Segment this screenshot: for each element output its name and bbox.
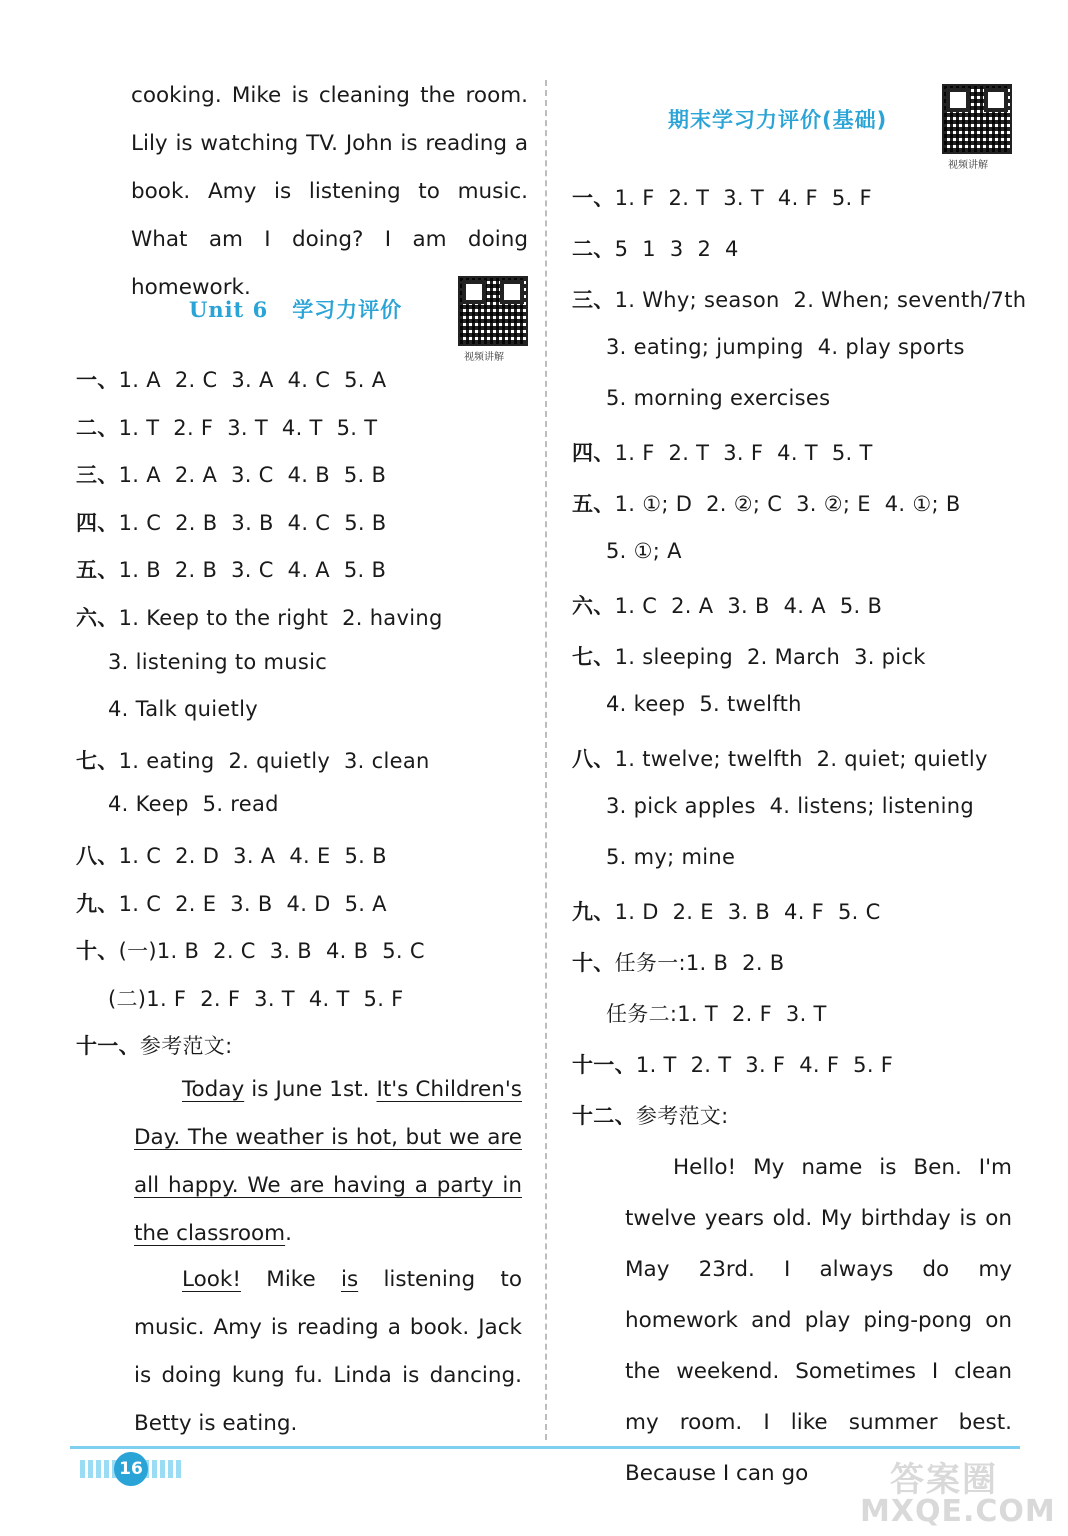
answer-text: 1. B 2. B 3. C 4. A 5. B [118, 558, 387, 583]
essay-p2-text-2: listening to music. Amy is reading a book. Jack is doing kung fu. Linda is dancing. Betty is eating. [134, 1267, 522, 1436]
answer-line [76, 840, 387, 870]
answer-line [108, 697, 258, 721]
answer-line [606, 845, 735, 869]
answer-text: 1. Why; season 2. When; seventh/7th [614, 288, 1027, 312]
answer-text: 任务二:1. T 2. F 3. T [606, 1002, 827, 1026]
footer-line [70, 1446, 1020, 1449]
answer-line [606, 539, 682, 563]
answer-text: 1. ①; D 2. ②; C 3. ②; E 4. ①; B [614, 492, 961, 516]
answer-section-label: 七、 [572, 645, 615, 669]
answer-line [606, 692, 802, 716]
essay-paragraph-2 [134, 1256, 522, 1448]
essay-p2-underlined-1: Look! [182, 1267, 241, 1292]
answer-section-label: 一、 [76, 368, 119, 392]
answer-line [76, 507, 387, 537]
answer-line [76, 602, 443, 632]
answer-text: 1. twelve; twelfth 2. quiet; quietly [614, 747, 988, 771]
answer-text: 1. T 2. F 3. T 4. T 5. T [118, 415, 378, 440]
answer-section-label: 十、 [76, 939, 119, 964]
answer-text: 参考范文: [635, 1104, 729, 1128]
answer-line [572, 641, 926, 671]
answer-line [76, 412, 377, 442]
answer-line [572, 182, 872, 212]
answer-section-label: 十一、 [572, 1053, 636, 1077]
essay-p1-underlined-1: Today [182, 1077, 245, 1102]
answer-section-label: 六、 [76, 606, 119, 630]
unit-title-cn: 学习力评价 [292, 298, 403, 322]
answer-section-label: 十、 [572, 951, 615, 975]
essay-p1-underlined-2: It's Children's Day. The weather is hot, but we are all happy. We are having a party in the classroom [134, 1077, 522, 1246]
answer-line [572, 233, 739, 263]
answer-text: 1. A 2. C 3. A 4. C 5. A [118, 368, 387, 392]
unit-title-en: Unit 6 [189, 297, 269, 322]
intro-paragraph: cooking. Mike is cleaning the room. Lily is watching TV. John is reading a book. Amy is listening to music. What am I doing? I am doing homework. [131, 83, 528, 300]
answer-text: 1. C 2. B 3. B 4. C 5. B [118, 510, 387, 535]
answer-text: 3. pick apples 4. listens; listening [606, 794, 974, 818]
answer-section-label: 三、 [76, 463, 119, 488]
answer-text: 1. C 2. D 3. A 4. E 5. B [118, 844, 387, 868]
answer-section-label: 七、 [76, 748, 119, 773]
answer-line [572, 896, 881, 926]
answer-line [572, 590, 882, 620]
answer-section-label: 三、 [572, 288, 615, 312]
answer-section-label: 八、 [76, 844, 119, 868]
answer-text: 3. eating; jumping 4. play sports [606, 335, 965, 359]
answer-text: 1. C 2. E 3. B 4. D 5. A [118, 891, 387, 916]
answer-text: 3. listening to music [108, 649, 328, 674]
answer-line [76, 554, 386, 584]
answer-line [108, 983, 404, 1013]
essay-p1-text-1: is June 1st. [244, 1077, 377, 1102]
answer-section-label: 九、 [76, 891, 119, 916]
answer-line [108, 650, 327, 674]
answer-text: 任务一:1. B 2. B [614, 951, 785, 975]
answer-section-label: 五、 [76, 558, 119, 583]
answer-line [606, 386, 830, 410]
column-divider [545, 80, 547, 1440]
answer-text: 1. Keep to the right 2. having [118, 606, 443, 630]
answer-section-label: 四、 [572, 441, 615, 465]
answer-section-label: 十一、 [76, 1034, 140, 1059]
qr-code-icon[interactable] [458, 276, 528, 346]
watermark [860, 1452, 1060, 1536]
answer-section-label: 四、 [76, 510, 119, 535]
essay-p2-underlined-2: is [340, 1267, 359, 1292]
answer-text: 1. T 2. T 3. F 4. F 5. F [635, 1053, 894, 1077]
answer-text: 5. morning exercises [606, 386, 831, 410]
answer-text: 4. Talk quietly [108, 697, 258, 722]
answer-line [572, 743, 988, 773]
answer-text: 1. sleeping 2. March 3. pick [614, 645, 926, 669]
answer-line [76, 888, 387, 918]
essay-paragraph: Hello! My name is Ben. I'm twelve years old. My birthday is on May 23rd. I always do my homework and play ping-pong on the weekend. Sometimes I clean my room. I like summer best. Because I can go [625, 1155, 1012, 1486]
answer-line [76, 459, 386, 489]
answer-section-label: 二、 [572, 237, 615, 261]
answer-line [76, 1030, 232, 1060]
answer-text: 1. F 2. T 3. F 4. T 5. T [614, 441, 873, 465]
watermark-cn: 答案圈 [890, 1460, 998, 1500]
answer-section-label: 一、 [572, 186, 615, 210]
answer-text: (一)1. B 2. C 3. B 4. B 5. C [118, 939, 425, 964]
answer-section-label: 九、 [572, 900, 615, 924]
answer-line [606, 794, 974, 818]
essay-p2-text-1: Mike [240, 1267, 341, 1292]
answer-line [572, 437, 873, 467]
answer-text: 5. ①; A [606, 539, 682, 563]
answer-line [572, 947, 784, 977]
answer-section-label: 五、 [572, 492, 615, 516]
answer-text: 5. my; mine [606, 845, 736, 869]
answer-text: 1. A 2. A 3. C 4. B 5. B [118, 463, 387, 488]
answer-text: (二)1. F 2. F 3. T 4. T 5. F [108, 986, 404, 1011]
qr-code-icon[interactable] [942, 84, 1012, 154]
unit-title [189, 294, 402, 324]
watermark-en: MXQE.COM [860, 1494, 1056, 1529]
essay-p1-text-2: . [285, 1221, 292, 1246]
answer-line [606, 335, 965, 359]
answer-text: 参考范文: [139, 1034, 233, 1059]
answer-line [572, 284, 1026, 314]
answer-line [76, 745, 430, 775]
answer-line [572, 488, 961, 518]
essay-paragraph-1 [134, 1066, 522, 1258]
answer-text: 5 1 3 2 4 [614, 237, 739, 261]
answer-section-label: 二、 [76, 415, 119, 440]
qr-caption: 视频讲解 [948, 160, 988, 171]
qr-caption: 视频讲解 [464, 352, 504, 363]
answer-text: 1. C 2. A 3. B 4. A 5. B [614, 594, 883, 618]
answer-text: 1. eating 2. quietly 3. clean [118, 748, 430, 773]
answer-line [606, 998, 827, 1028]
answer-text: 4. keep 5. twelfth [606, 692, 802, 716]
answer-section-label: 六、 [572, 594, 615, 618]
answer-text: 1. D 2. E 3. B 4. F 5. C [614, 900, 881, 924]
page-number-badge [80, 1452, 184, 1486]
answer-line [76, 935, 425, 965]
page-number: 16 [114, 1452, 148, 1486]
answer-line [572, 1100, 728, 1130]
section-title: 期末学习力评价(基础) [668, 108, 888, 132]
answer-line [108, 792, 279, 816]
answer-line [572, 1049, 893, 1079]
answer-section-label: 十二、 [572, 1104, 636, 1128]
answer-text: 1. F 2. T 3. T 4. F 5. F [614, 186, 872, 210]
answer-section-label: 八、 [572, 747, 615, 771]
answer-line [76, 364, 386, 394]
answer-text: 4. Keep 5. read [108, 792, 279, 817]
